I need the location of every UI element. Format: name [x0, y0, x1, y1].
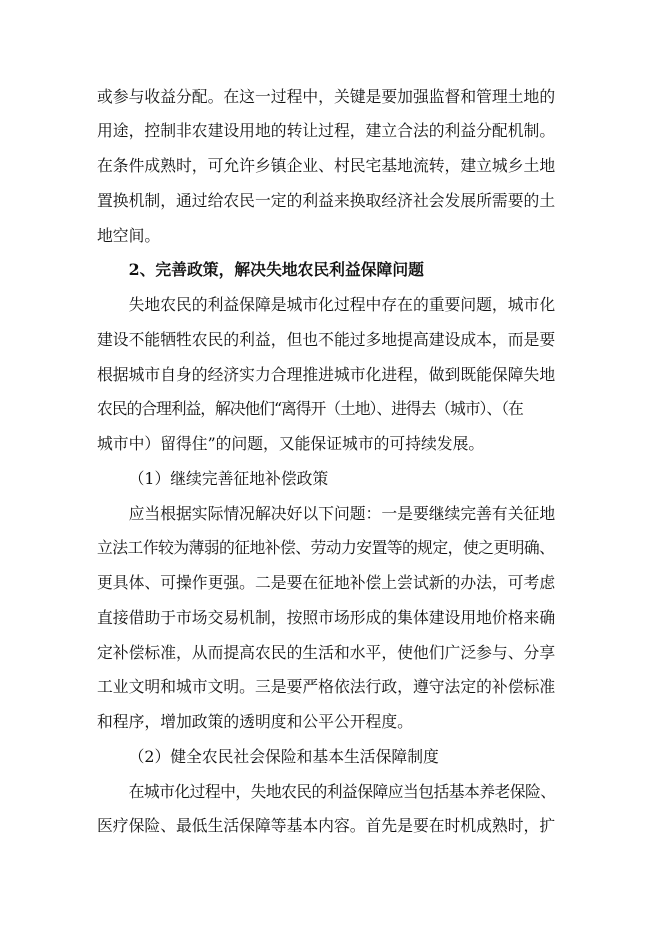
document-body — [97, 80, 555, 845]
text-line: 医疗保险、最低生活保障等基本内容。首先是要在时机成熟时，扩 — [97, 816, 556, 836]
subheading-social-insurance: （2）健全农民社会保险和基本生活保障制度 — [128, 746, 439, 766]
text-line: 定补偿标准，从而提高农民的生活和水平，使他们广泛参与、分享 — [97, 642, 556, 662]
text-line: 更具体、可操作更强。二是要在征地补偿上尝试新的办法，可考虑 — [97, 573, 556, 592]
text-line: 应当根据实际情况解决好以下问题：一是要继续完善有关征地 — [128, 503, 556, 523]
text-line: 置换机制，通过给农民一定的利益来换取经济社会发展所需要的土 — [97, 190, 556, 210]
text-line: 城市中）留得住”的问题，又能保证城市的可持续发展。 — [97, 434, 485, 453]
text-line: 直接借助于市场交易机制，按照市场形成的集体建设用地价格来确 — [97, 607, 556, 627]
paragraph-social-insurance — [97, 775, 555, 845]
text-line: 和程序，增加政策的透明度和公平公开程度。 — [97, 712, 413, 731]
text-line: 在条件成熟时，可允许乡镇企业、村民宅基地流转，建立城乡土地 — [97, 156, 556, 175]
text-line: 立法工作较为薄弱的征地补偿、劳动力安置等的规定，使之更明确、 — [97, 538, 555, 558]
text-line: 在城市化过程中，失地农民的利益保障应当包括基本养老保险、 — [128, 781, 556, 801]
text-line: 失地农民的利益保障是城市化过程中存在的重要问题，城市化 — [128, 295, 556, 314]
paragraph-compensation — [97, 497, 555, 740]
paragraph-intro — [97, 80, 555, 254]
text-line: 建设不能牺牲农民的利益，但也不能过多地提高建设成本，而是要 — [97, 329, 556, 349]
text-line: 农民的合理利益，解决他们“离得开（土地）、进得去（城市）、（在 — [97, 399, 523, 419]
subheading-compensation-policy: （1）继续完善征地补偿政策 — [128, 468, 329, 488]
text-line: 用途，控制非农建设用地的转让过程，建立合法的利益分配机制。 — [97, 121, 556, 141]
text-line: 或参与收益分配。在这一过程中，关键是要加强监督和管理土地的 — [97, 86, 556, 106]
text-line: 根据城市自身的经济实力合理推进城市化进程，做到既能保障失地 — [97, 364, 556, 384]
text-line: 工业文明和城市文明。三是要严格依法行政，遵守法定的补偿标准 — [97, 677, 556, 697]
text-line: 地空间。 — [97, 225, 161, 245]
paragraph-land-loss-farmers — [97, 288, 555, 462]
section-heading: 2、完善政策，解决失地农民利益保障问题 — [128, 260, 424, 280]
